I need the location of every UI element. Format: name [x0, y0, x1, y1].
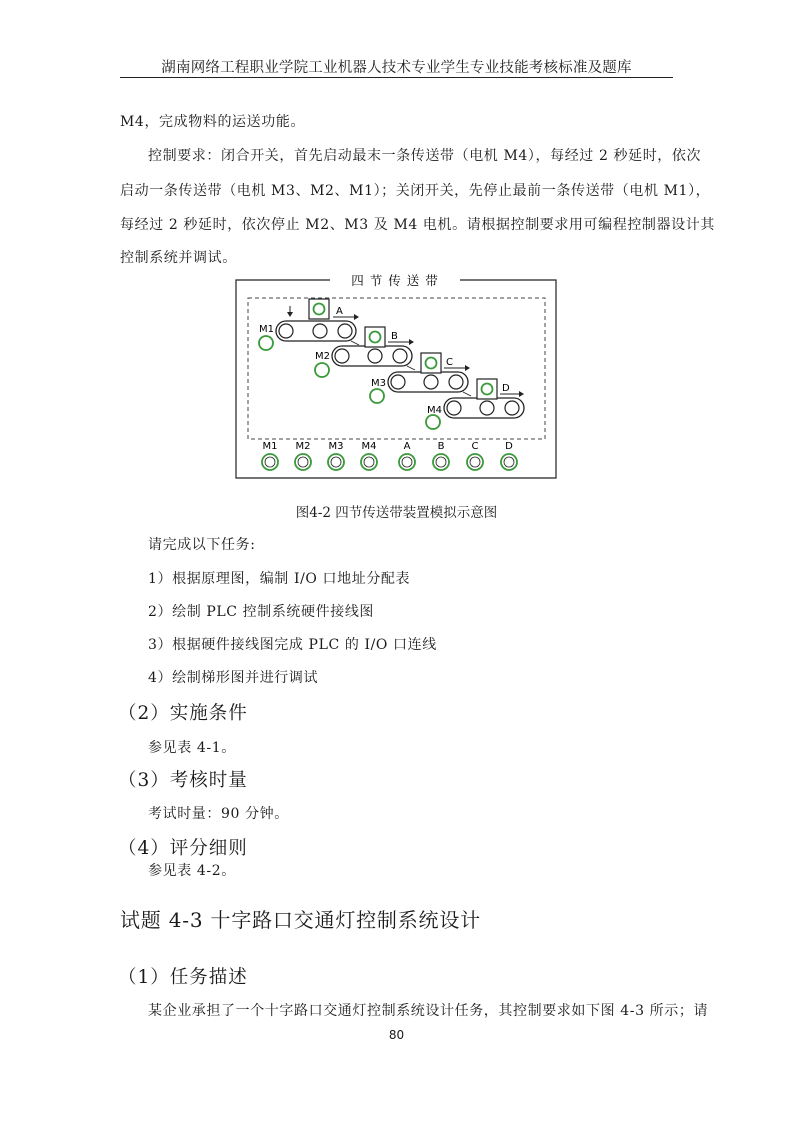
- body-line: M4，完成物料的运送功能。: [120, 114, 306, 130]
- task-item: 4）绘制梯形图并进行调试: [148, 670, 319, 686]
- motor-label-m3: M3: [371, 378, 386, 389]
- sensor-label-c: C: [446, 357, 453, 368]
- header-divider: [120, 77, 673, 78]
- requirement-line-3: 每经过 2 秒延时，依次停止 M2、M3 及 M4 电机。请根据控制要求用可编程控制器设计其: [120, 217, 715, 233]
- bottom-indicator-m1: [262, 454, 278, 470]
- task-item: 1）根据原理图，编制 I/O 口地址分配表: [148, 571, 411, 587]
- bottom-indicator-a: [399, 454, 415, 470]
- bottom-indicator-m4: [361, 454, 377, 470]
- bottom-label-b: B: [437, 441, 445, 452]
- section-text-scoring: 参见表 4-2。: [148, 863, 236, 879]
- figure-caption: 图4-2 四节传送带装置模拟示意图: [295, 505, 498, 521]
- section-title-conditions: （2）实施条件: [118, 703, 248, 724]
- bottom-label-c: C: [471, 441, 479, 452]
- bottom-label-a: A: [403, 441, 411, 452]
- conveyor-3: [370, 353, 470, 403]
- conveyor-diagram: [235, 273, 557, 479]
- conveyor-figure: [235, 273, 557, 479]
- requirement-line-4: 控制系统并调试。: [120, 250, 237, 266]
- requirement-line-2: 启动一条传送带（电机 M3、M2、M1）；关闭开关，先停止最前一条传送带（电机 M1），: [120, 183, 711, 199]
- bottom-label-m4: M4: [361, 441, 377, 452]
- task-item: 3）根据硬件接线图完成 PLC 的 I/O 口连线: [148, 637, 437, 653]
- bottom-label-d: D: [505, 441, 513, 452]
- tasks-intro: 请完成以下任务:: [148, 537, 256, 553]
- conveyor-1: [259, 299, 359, 350]
- motor-label-m1: M1: [259, 324, 274, 335]
- motor-m1-indicator: [259, 336, 273, 350]
- bottom-label-m3: M3: [328, 441, 344, 452]
- page-header-title: 湖南网络工程职业学院工业机器人技术专业学生专业技能考核标准及题库: [161, 60, 632, 76]
- section-text-conditions: 参见表 4-1。: [148, 740, 236, 756]
- bottom-label-m2: M2: [295, 441, 311, 452]
- motor-label-m2: M2: [315, 351, 330, 362]
- task-description-text: 某企业承担了一个十字路口交通灯控制系统设计任务，其控制要求如下图 4-3 所示；请: [148, 1003, 709, 1019]
- motor-label-m4: M4: [427, 405, 442, 416]
- figure-title: 四 节 传 送 带: [351, 273, 439, 288]
- section-title-task-description: （1）任务描述: [118, 967, 248, 988]
- sensor-label-d: D: [502, 383, 510, 394]
- bottom-indicator-b: [433, 454, 449, 470]
- conveyor-2: [315, 327, 414, 377]
- bottom-indicator-row: [262, 441, 517, 470]
- bottom-indicator-c: [467, 454, 483, 470]
- bottom-indicator-m3: [328, 454, 344, 470]
- motor-m3-indicator: [370, 389, 384, 403]
- bottom-indicator-d: [501, 454, 517, 470]
- sensor-label-a: A: [336, 306, 343, 317]
- motor-m4-indicator: [426, 415, 440, 429]
- page-number: 80: [388, 1028, 405, 1042]
- requirement-line-1: 控制要求：闭合开关，首先启动最末一条传送带（电机 M4），每经过 2 秒延时，依次: [148, 148, 702, 164]
- bottom-label-m1: M1: [262, 441, 278, 452]
- task-item: 2）绘制 PLC 控制系统硬件接线图: [148, 604, 375, 620]
- section-text-duration: 考试时量：90 分钟。: [148, 806, 289, 822]
- conveyor-4: [426, 379, 524, 429]
- sensor-label-b: B: [391, 331, 398, 342]
- motor-m2-indicator: [315, 363, 329, 377]
- bottom-indicator-m2: [295, 454, 311, 470]
- section-title-duration: （3）考核时量: [118, 770, 248, 791]
- question-title: 试题 4-3 十字路口交通灯控制系统设计: [120, 908, 481, 932]
- section-title-scoring: （4）评分细则: [118, 838, 248, 859]
